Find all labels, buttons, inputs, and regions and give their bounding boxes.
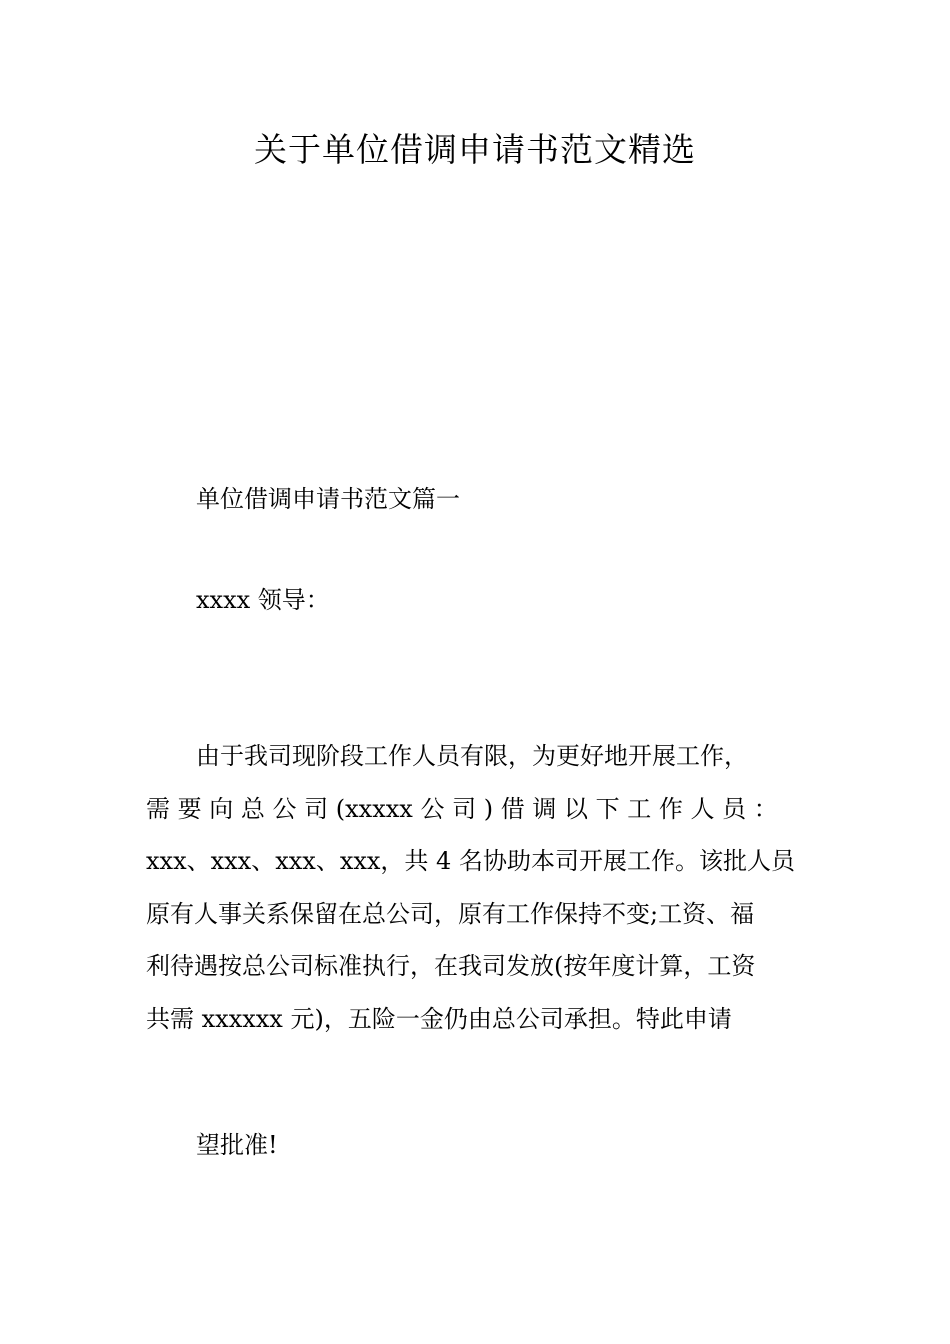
salutation: xxxx 领导：: [196, 586, 330, 614]
section-heading: 单位借调申请书范文篇一: [196, 485, 460, 513]
body-line: 利待遇按总公司标准执行，在我司发放(按年度计算，工资: [146, 952, 756, 981]
document-title: 关于单位借调申请书范文精选: [254, 130, 696, 169]
body-line: 由于我司现阶段工作人员有限，为更好地开展工作，: [196, 742, 748, 770]
body-line: 需 要 向 总 公 司 (xxxxx 公 司 ) 借 调 以 下 工 作 人 员 ：: [146, 794, 778, 823]
closing-line: 望批准!: [196, 1131, 278, 1159]
body-line: 原有人事关系保留在总公司，原有工作保持不变;工资、福: [146, 899, 755, 928]
body-line: xxx、xxx、xxx、xxx，共 4 名协助本司开展工作。该批人员: [146, 847, 795, 876]
body-paragraph: [146, 730, 806, 1046]
body-line: 共需 xxxxxx 元)，五险一金仍由总公司承担。特此申请: [146, 1004, 732, 1033]
